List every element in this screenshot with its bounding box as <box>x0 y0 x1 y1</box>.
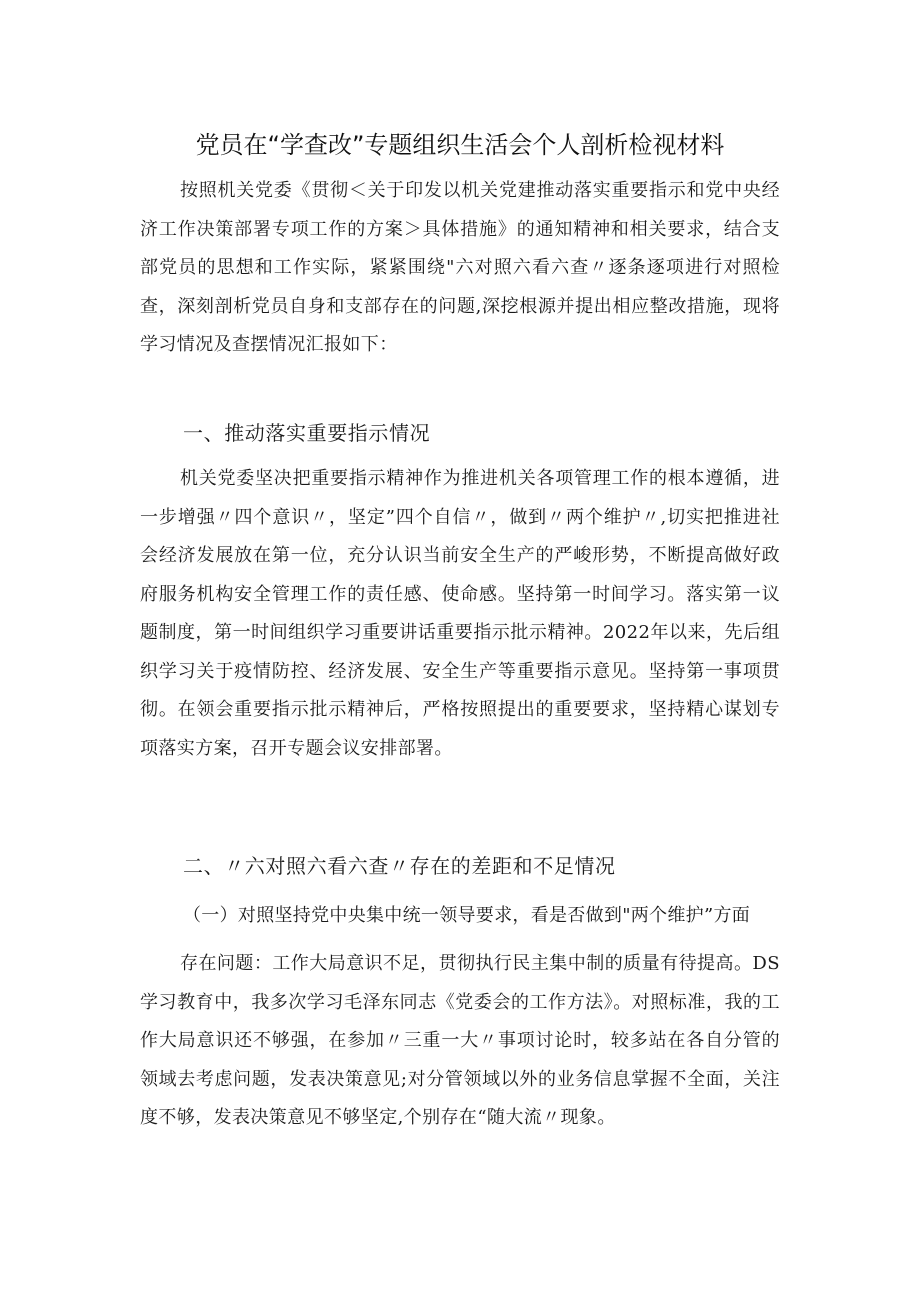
intro-paragraph: 按照机关党委《贯彻＜关于印发以机关党建推动落实重要指示和党中央经济工作决策部署专项工作的方案＞具体措施》的通知精神和相关要求，结合支部党员的思想和工作实际，紧紧围绕"六对照六看六查〃逐条逐项进行对照检查，深刻剖析党员自身和支部存在的问题,深挖根源并提出相应整改措施，现将学习情况及查摆情况汇报如下： <box>140 180 780 355</box>
section2-sub1-paragraph: 存在问题：工作大局意识不足，贯彻执行民主集中制的质量有待提高。DS学习教育中，我多次学习毛泽东同志《党委会的工作方法》。对照标准，我的工作大局意识还不够强，在参加〃三重一大〃事项讨论时，较多站在各自分管的领域去考虑问题，发表决策意见;对分管领域以外的业务信息掌握不全面，关注度不够，发表决策意见不够坚定,个别存在“随大流〃现象。 <box>140 953 780 1128</box>
section1-paragraph: 机关党委坚决把重要指示精神作为推进机关各项管理工作的根本遵循，进一步增强〃四个意识〃，坚定”四个自信〃，做到〃两个维护〃,切实把推进社会经济发展放在第一位，充分认识当前安全生产的严峻形势，不断提高做好政府服务机构安全管理工作的责任感、使命感。坚持第一时间学习。落实第一议题制度，第一时间组织学习重要讲话重要指示批示精神。2022年以来，先后组织学习关于疫情防控、经济发展、安全生产等重要指示意见。坚持第一事项贯彻。在领会重要指示批示精神后，严格按照提出的重要要求，坚持精心谋划专项落实方案，召开专题会议安排部署。 <box>140 468 780 759</box>
section2-heading: 二、〃六对照六看六查〃存在的差距和不足情况 <box>183 854 616 878</box>
document-title: 党员在“学查改”专题组织生活会个人剖析检视材料 <box>195 131 725 159</box>
section2-sub1-heading: （一）对照坚持党中央集中统一领导要求，看是否做到"两个维护”方面 <box>183 905 751 926</box>
section1-heading: 一、推动落实重要指示情况 <box>183 421 431 445</box>
